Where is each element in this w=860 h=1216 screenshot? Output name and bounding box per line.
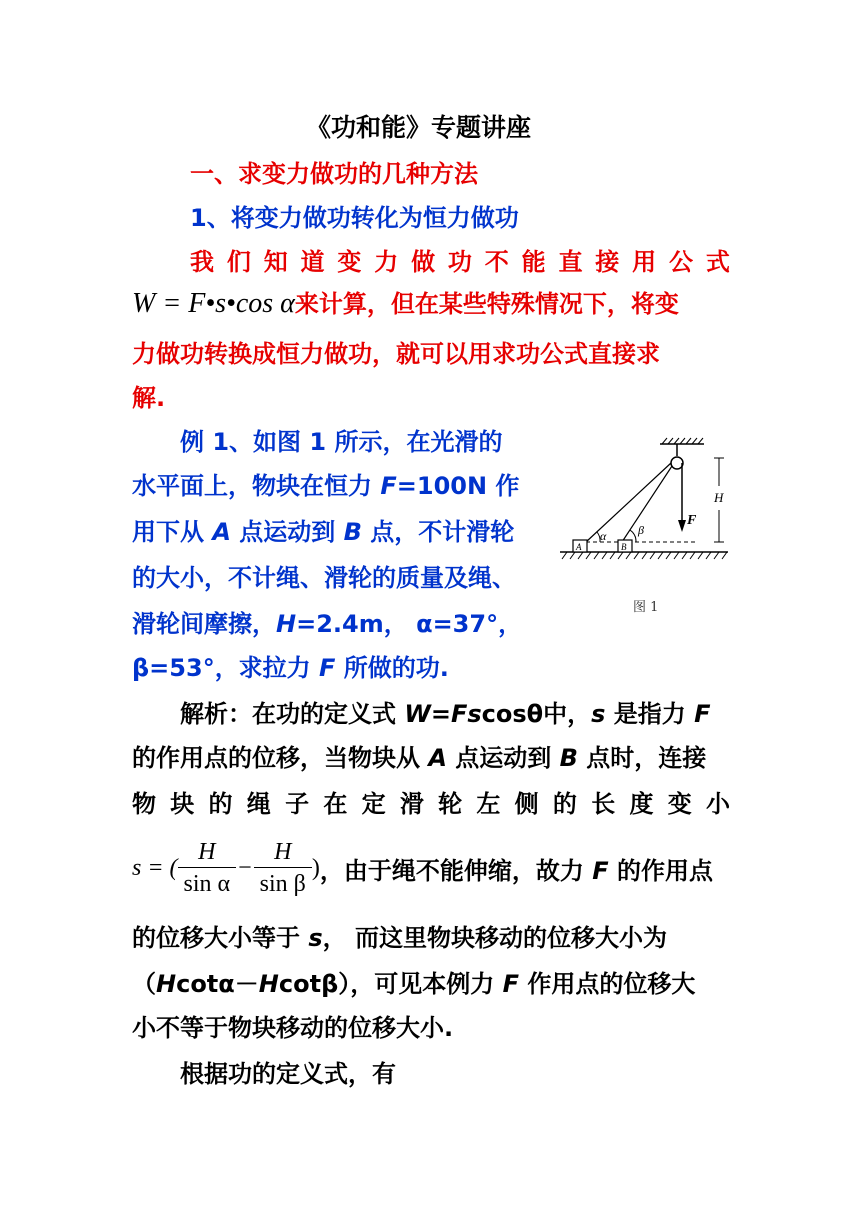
label-beta: β xyxy=(638,523,644,537)
solution-text: ， 而这里物块移动的位移大小为 xyxy=(322,924,668,952)
close-paren: ) xyxy=(311,854,320,881)
var-B: B xyxy=(343,518,362,546)
solution-char: 度 xyxy=(629,790,654,818)
intro-char: 直 xyxy=(558,248,583,276)
example-line-6 xyxy=(132,652,449,684)
example-text: 点运动到 xyxy=(230,518,344,546)
solution-text: cotα－ xyxy=(176,970,259,998)
label-F: F xyxy=(687,513,697,528)
example-text: 所做的功. xyxy=(335,654,449,682)
example-line-5 xyxy=(132,608,522,640)
var-A: A xyxy=(212,518,231,546)
var-F: F xyxy=(592,856,609,885)
solution-char: 在 xyxy=(323,790,348,818)
solution-line-5 xyxy=(132,922,667,954)
intro-line-4: 解. xyxy=(132,384,166,412)
example-line-4: 的大小，不计绳、滑轮的质量及绳、 xyxy=(132,564,516,592)
force-arrowhead xyxy=(678,520,686,532)
s-equals: s = ( xyxy=(132,854,178,881)
solution-text: = xyxy=(430,700,451,728)
var-s: s xyxy=(591,700,606,728)
example-text: =100N 作 xyxy=(396,472,520,500)
intro-char: 力 xyxy=(374,248,399,276)
intro-char: 知 xyxy=(263,248,288,276)
solution-char: 滑 xyxy=(399,790,424,818)
var-H: H xyxy=(276,610,297,638)
subsection-heading: 1、将变力做功转化为恒力做功 xyxy=(190,204,519,232)
solution-char: 定 xyxy=(361,790,386,818)
var-W: W xyxy=(404,700,431,728)
intro-char: 能 xyxy=(521,248,546,276)
solution-text: 的作用点的位移，当物块从 xyxy=(132,744,429,772)
example-line-2 xyxy=(132,470,519,502)
solution-line-4 xyxy=(132,832,713,904)
solution-line-1 xyxy=(180,698,711,730)
fraction-beta xyxy=(254,837,312,900)
section-heading: 一、求变力做功的几种方法 xyxy=(190,160,478,188)
label-A: A xyxy=(576,542,582,552)
solution-char: 绳 xyxy=(246,790,271,818)
solution-char: 的 xyxy=(208,790,233,818)
frac-num-alpha: H xyxy=(178,837,237,868)
example-text: β=53°，求拉力 xyxy=(132,654,320,682)
solution-text: 是指力 xyxy=(605,700,695,728)
intro-char: 式 xyxy=(705,248,730,276)
solution-char: 左 xyxy=(476,790,501,818)
intro-char: 变 xyxy=(337,248,362,276)
solution-line-7: 小不等于物块移动的位移大小. xyxy=(132,1014,454,1042)
var-A: A xyxy=(428,744,447,772)
solution-text: 点运动到 xyxy=(446,744,560,772)
fraction-alpha xyxy=(178,837,237,900)
solution-line-8: 根据功的定义式，有 xyxy=(180,1060,396,1088)
solution-char: 小 xyxy=(705,790,730,818)
solution-text: （ xyxy=(132,970,156,998)
var-H: H xyxy=(156,970,177,998)
var-F: F xyxy=(319,654,336,682)
intro-line-3: 力做功转换成恒力做功，就可以用求功公式直接求 xyxy=(132,340,660,368)
solution-char: 子 xyxy=(285,790,310,818)
label-alpha: α xyxy=(600,529,607,543)
rope-to-A xyxy=(586,463,671,542)
intro-char: 公 xyxy=(668,248,693,276)
intro-char: 接 xyxy=(595,248,620,276)
solution-text: 解析：在功的定义式 xyxy=(180,700,405,728)
solution-line-6 xyxy=(132,968,695,1000)
rope-to-B xyxy=(622,466,672,542)
solution-text: cosθ中， xyxy=(481,700,592,728)
example-text: 点，不计滑轮 xyxy=(361,518,515,546)
intro-char: 道 xyxy=(300,248,325,276)
frac-den-alpha: sin α xyxy=(183,870,231,897)
solution-line-3 xyxy=(132,788,730,820)
var-H: H xyxy=(258,970,279,998)
figure-caption: 图 1 xyxy=(633,600,659,615)
pulley-diagram xyxy=(556,436,736,566)
intro-char: 功 xyxy=(447,248,472,276)
var-B: B xyxy=(559,744,578,772)
page-title: 《功和能》专题讲座 xyxy=(306,113,532,142)
frac-den-beta: sin β xyxy=(259,870,306,897)
pulley xyxy=(671,457,683,469)
var-Fs: Fs xyxy=(450,700,482,728)
ceiling-hatch xyxy=(662,438,703,444)
solution-text: 点时，连接 xyxy=(577,744,707,772)
var-F: F xyxy=(380,472,397,500)
intro-char: 做 xyxy=(411,248,436,276)
solution-char: 物 xyxy=(132,790,156,818)
intro-char: 我 xyxy=(190,248,214,276)
frac-num-beta: H xyxy=(254,837,312,868)
var-s: s xyxy=(308,924,323,952)
solution-char: 块 xyxy=(170,790,195,818)
solution-text: 的位移大小等于 xyxy=(132,924,309,952)
solution-line-2 xyxy=(132,742,706,774)
intro-char: 们 xyxy=(226,248,251,276)
solution-text: ，由于绳不能伸缩，故力 xyxy=(319,856,593,885)
label-H: H xyxy=(714,490,724,505)
intro-line-1 xyxy=(190,246,730,278)
work-formula: W = F•s•cos α xyxy=(132,288,295,319)
example-line-1: 例 1、如图 1 所示，在光滑的 xyxy=(180,428,503,456)
example-text: 用下从 xyxy=(132,518,213,546)
intro-line-2 xyxy=(132,288,732,320)
solution-text: 的作用点 xyxy=(608,856,714,885)
intro-line-2-text: 来计算，但在某些特殊情况下，将变 xyxy=(294,290,679,318)
solution-char: 变 xyxy=(667,790,692,818)
solution-char: 的 xyxy=(552,790,577,818)
intro-char: 用 xyxy=(632,248,657,276)
intro-char: 不 xyxy=(484,248,509,276)
var-F: F xyxy=(502,970,520,998)
example-text: =2.4m， α=37°， xyxy=(296,610,523,638)
solution-text: 作用点的位移大 xyxy=(519,970,696,998)
label-B: B xyxy=(621,542,627,552)
example-text: 水平面上，物块在恒力 xyxy=(132,472,381,500)
example-line-3 xyxy=(132,516,514,548)
var-F: F xyxy=(694,700,711,728)
minus-sign: − xyxy=(238,854,252,881)
solution-text: cotβ），可见本例力 xyxy=(278,970,503,998)
ground-hatch xyxy=(562,552,727,559)
solution-char: 长 xyxy=(591,790,616,818)
example-text: 滑轮间摩擦， xyxy=(132,610,276,638)
solution-char: 轮 xyxy=(438,790,463,818)
solution-char: 侧 xyxy=(514,790,539,818)
